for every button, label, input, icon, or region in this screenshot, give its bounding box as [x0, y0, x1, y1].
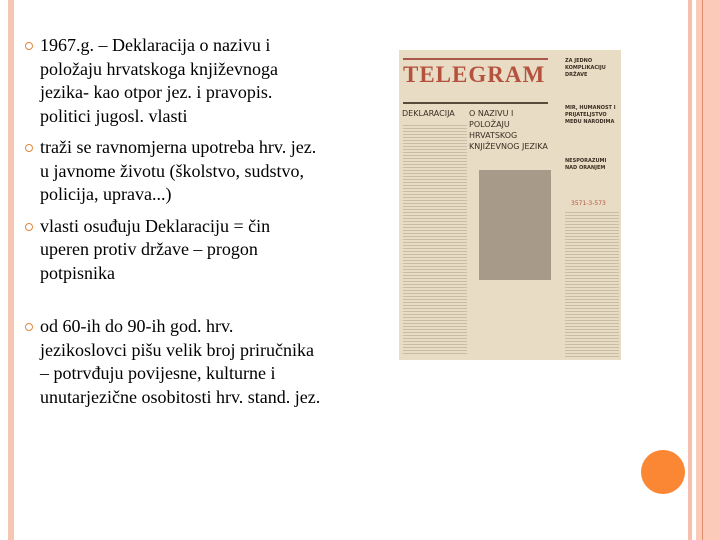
bullet-item [22, 215, 322, 286]
bullet-icon [25, 42, 33, 50]
bullet-item [22, 136, 322, 207]
bullet-item [22, 34, 322, 128]
issue-number: 3571-3-573 [571, 200, 606, 207]
bullet-text: od 60-ih do 90-ih god. hrv. jezikoslovci pišu velik broj priručnika – potrvđuju povijesne, kulturne i unutarjezične osobitosti hrv. stand. jez. [40, 316, 321, 407]
bullet-icon [25, 323, 33, 331]
text-column [565, 212, 619, 357]
newspaper-photo [479, 170, 551, 280]
bullet-text: traži se ravnomjerna upotreba hrv. jez. u javnome životu (školstvo, sudstvo, policija, uprava...) [40, 137, 317, 204]
bullet-icon [25, 144, 33, 152]
side-item: NESPORAZUMI NAD ORANJEM [565, 158, 607, 171]
bullet-item [22, 315, 322, 409]
side-item: MIR, HUMANOST I PRIJATELJSTVO MEĐU NARODIMA [565, 105, 616, 125]
right-border-band [696, 0, 720, 540]
bullet-text: 1967.g. – Deklaracija o nazivu i položaju hrvatskoga književnoga jezika- kao otpor jez. i pravopis. politici jugosl. vlasti [40, 35, 278, 126]
headline-left: DEKLARACIJA [402, 109, 455, 118]
rule [403, 58, 548, 60]
newspaper-image [399, 50, 621, 360]
newspaper-masthead: TELEGRAM [403, 62, 546, 87]
rule [403, 102, 548, 104]
red-caption [477, 292, 557, 352]
headline-right: O NAZIVU I POLOŽAJU HRVATSKOG KNJIŽEVNOG JEZIKA [469, 109, 548, 151]
side-item: ZA JEDNO KOMPLIKACIJU DRŽAVE [565, 58, 606, 78]
left-border-bar [8, 0, 14, 540]
bullet-text: vlasti osuđuju Deklaraciju = čin uperen protiv države – progon potpisnika [40, 215, 271, 283]
right-border-line [702, 0, 703, 540]
right-border-stripe [688, 0, 692, 540]
bullet-list [22, 34, 322, 417]
decorative-orange-circle [641, 450, 685, 494]
bullet-icon [25, 223, 33, 231]
text-column [403, 125, 467, 355]
